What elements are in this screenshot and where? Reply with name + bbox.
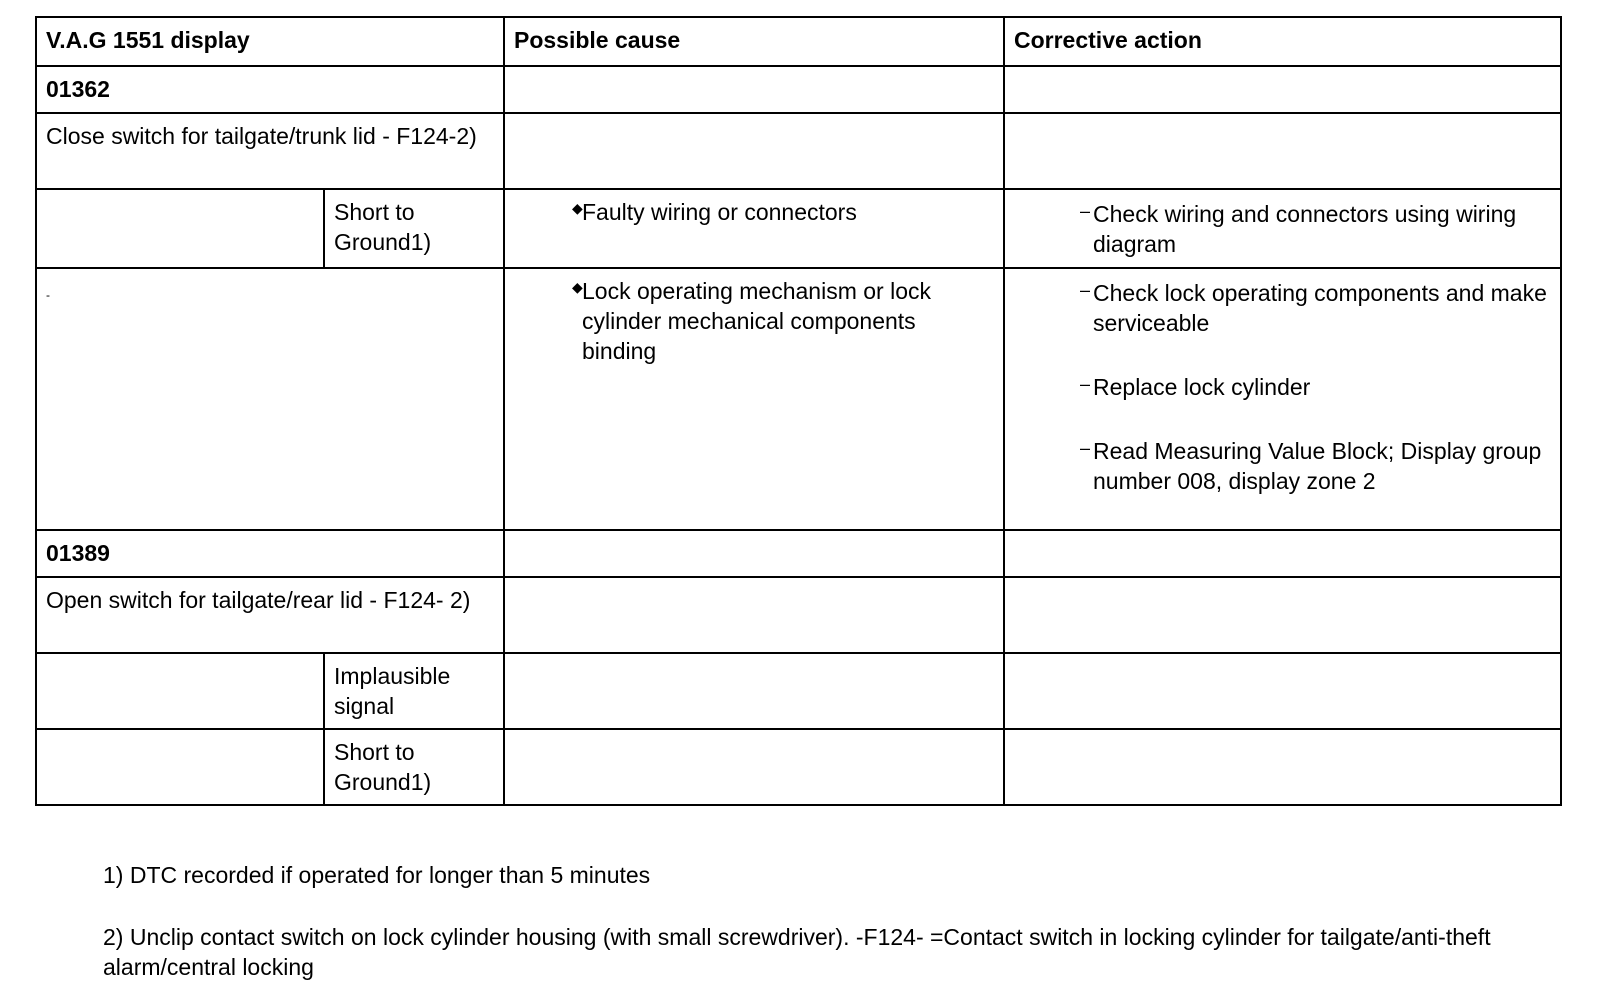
fault-type: Implausible signal <box>324 653 504 729</box>
dash-bullet-icon: – <box>1080 201 1091 221</box>
possible-cause-cell <box>504 268 1004 530</box>
table-row <box>36 653 1561 729</box>
corrective-action-cell <box>1004 268 1561 530</box>
header-row <box>36 17 1561 66</box>
action-item <box>1014 199 1551 259</box>
action-text: Read Measuring Value Block; Display group number 008, display zone 2 <box>1093 438 1542 494</box>
empty-cell <box>504 577 1004 653</box>
empty-cell <box>504 66 1004 113</box>
empty-cell <box>1004 653 1561 729</box>
table-row <box>36 577 1561 653</box>
cause-text: Lock operating mechanism or lock cylinder mechanical components binding <box>582 278 931 364</box>
action-text: Replace lock cylinder <box>1093 374 1311 400</box>
header-display: V.A.G 1551 display <box>36 17 504 66</box>
diamond-bullet-icon: ◆ <box>572 279 583 295</box>
table-row <box>36 113 1561 189</box>
action-text: Check wiring and connectors using wiring diagram <box>1093 201 1517 257</box>
empty-cell <box>1004 66 1561 113</box>
footnote-1: 1) DTC recorded if operated for longer than 5 minutes <box>103 862 651 888</box>
empty-cell <box>36 653 324 729</box>
fault-type: Short to Ground1) <box>324 729 504 805</box>
empty-cell <box>504 653 1004 729</box>
empty-cell <box>504 530 1004 577</box>
footnotes <box>103 860 1543 982</box>
empty-cell <box>504 113 1004 189</box>
table-row <box>36 530 1561 577</box>
diamond-bullet-icon: ◆ <box>572 200 583 216</box>
empty-cell <box>36 189 324 268</box>
empty-cell <box>36 729 324 805</box>
dash-bullet-icon: – <box>1080 438 1091 458</box>
footnote-2: 2) Unclip contact switch on lock cylinder housing (with small screwdriver). -F124- =Contact switch in locking cylinder for tailgate/anti-theft alarm/central locking <box>103 924 1491 980</box>
action-item <box>1014 278 1551 338</box>
dash-marker-cell <box>36 268 504 530</box>
empty-cell <box>1004 113 1561 189</box>
cause-text: Faulty wiring or connectors <box>582 199 857 225</box>
table-row <box>36 66 1561 113</box>
dash-bullet-icon: – <box>1080 280 1091 300</box>
fault-type: Short to Ground1) <box>324 189 504 268</box>
empty-cell <box>1004 577 1561 653</box>
empty-cell <box>1004 530 1561 577</box>
empty-cell <box>504 729 1004 805</box>
dash-marker: - <box>46 288 50 302</box>
dtc-description: Close switch for tailgate/trunk lid - F124-2) <box>36 113 504 189</box>
empty-cell <box>1004 729 1561 805</box>
dtc-table <box>35 16 1562 806</box>
table-row <box>36 729 1561 805</box>
corrective-action-cell <box>1004 189 1561 268</box>
table-row <box>36 189 1561 268</box>
action-text: Check lock operating components and make serviceable <box>1093 280 1547 336</box>
dtc-code-01389: 01389 <box>36 530 504 577</box>
dash-bullet-icon: – <box>1080 374 1091 394</box>
cause-item <box>514 276 994 366</box>
header-cause: Possible cause <box>504 17 1004 66</box>
action-item <box>1014 436 1551 496</box>
cause-item <box>514 197 994 227</box>
dtc-code-01362: 01362 <box>36 66 504 113</box>
dtc-description: Open switch for tailgate/rear lid - F124- 2) <box>36 577 504 653</box>
table-row <box>36 268 1561 530</box>
header-action: Corrective action <box>1004 17 1561 66</box>
action-item <box>1014 372 1551 402</box>
possible-cause-cell <box>504 189 1004 268</box>
